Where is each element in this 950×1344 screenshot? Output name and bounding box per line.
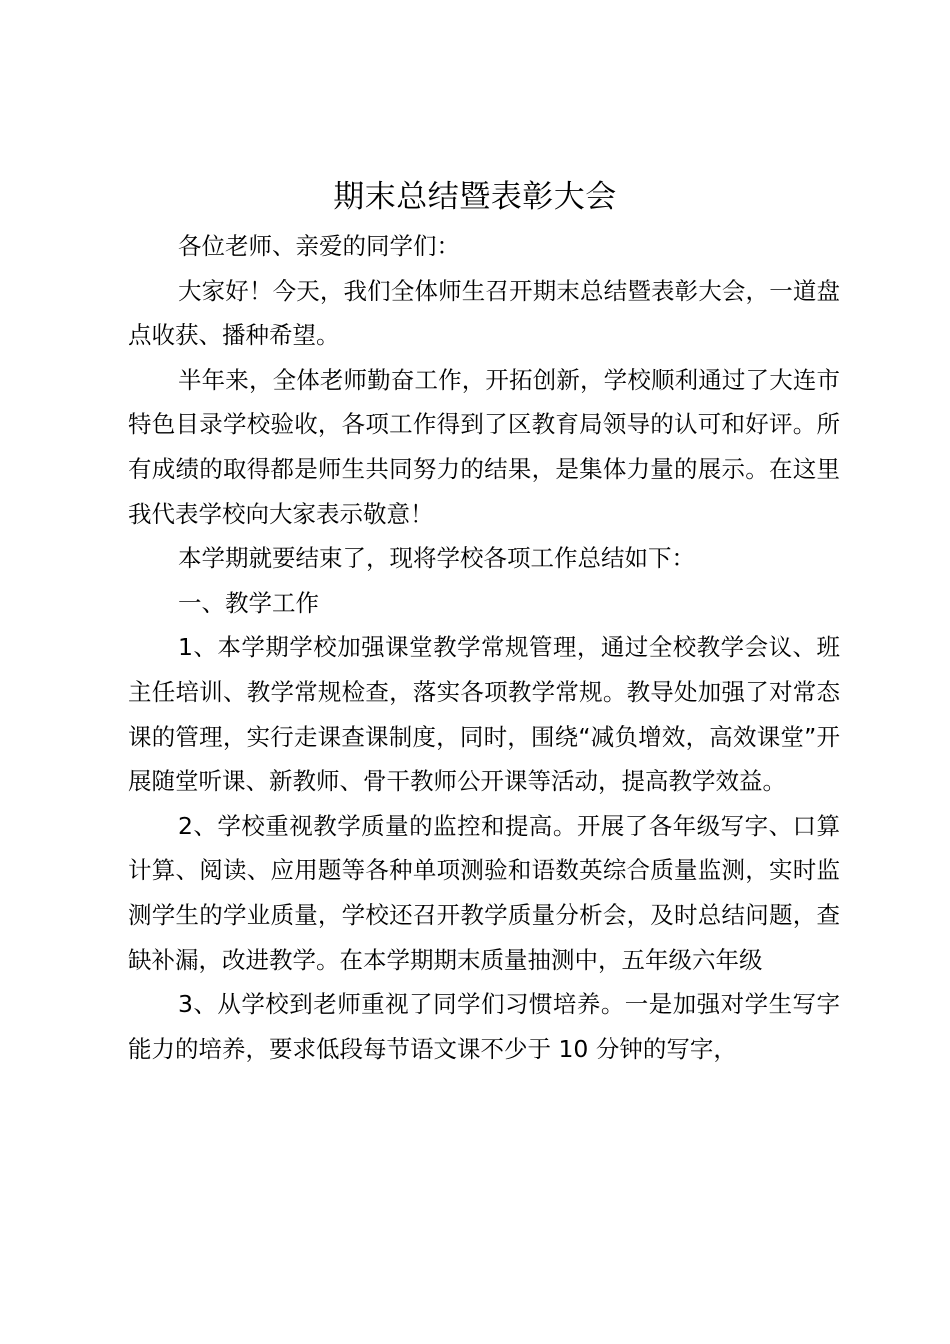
paragraph-item-3: 3、从学校到老师重视了同学们习惯培养。一是加强对学生写字能力的培养，要求低段每节语文课不少于 10 分钟的写字， (128, 990, 840, 1063)
document-body (128, 224, 840, 1071)
paragraph-salutation: 各位老师、亲爱的同学们： (178, 232, 460, 260)
section-heading-teaching: 一、教学工作 (178, 588, 319, 617)
paragraph-achievements: 半年来，全体老师勤奋工作，开拓创新，学校顺利通过了大连市特色目录学校验收，各项工作得到了区教育局领导的认可和好评。所有成绩的取得都是师生共同努力的结果，是集体力量的展示。在这里我代表学校向大家表示敬意！ (128, 365, 840, 528)
paragraph-item-2: 2、学校重视教学质量的监控和提高。开展了各年级写字、口算计算、阅读、应用题等各种单项测验和语数英综合质量监测，实时监测学生的学业质量，学校还召开教学质量分析会，及时总结问题，查缺补漏，改进教学。在本学期期末质量抽测中，五年级六年级 (128, 811, 840, 974)
paragraph-greeting: 大家好！今天，我们全体师生召开期末总结暨表彰大会，一道盘点收获、播种希望。 (128, 276, 840, 350)
paragraph-item-1: 1、本学期学校加强课堂教学常规管理，通过全校教学会议、班主任培训、教学常规检查，落实各项教学常规。教导处加强了对常态课的管理，实行走课查课制度，同时，围绕“减负增效，高效课堂”开展随堂听课、新教师、骨干教师公开课等活动，提高教学效益。 (128, 633, 840, 796)
paragraph-summary-intro: 本学期就要结束了，现将学校各项工作总结如下： (178, 544, 695, 573)
document-title: 期末总结暨表彰大会 (333, 179, 617, 215)
